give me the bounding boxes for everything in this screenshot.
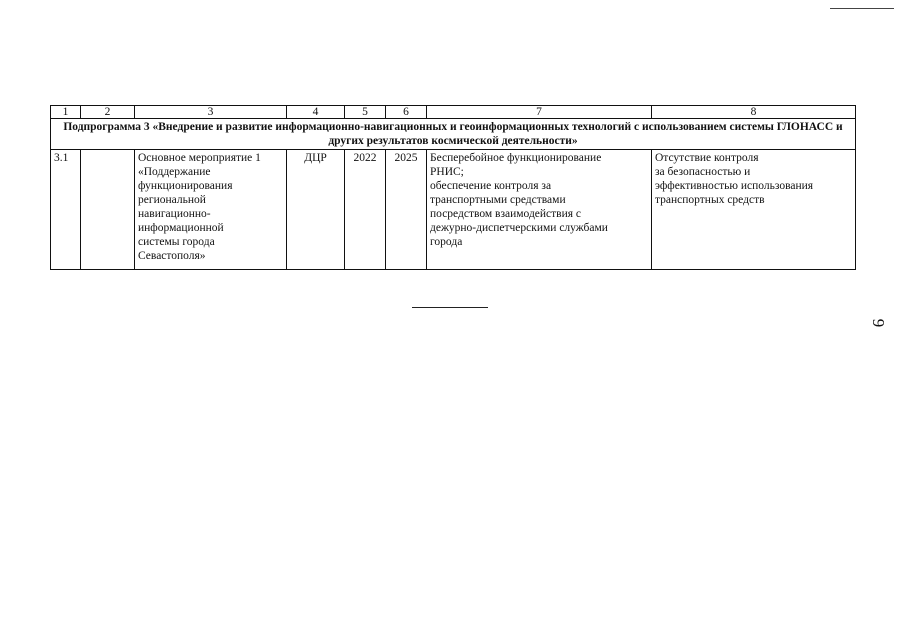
result-cell: Бесперебойное функционирование РНИС; обеспечение контроля за транспортными средствами посредством взаимодействия с дежурно-диспетчерскими службами города [427,150,652,270]
start-year-cell: 2022 [345,150,386,270]
column-number-header: 1 [51,106,81,119]
column-number-header: 5 [345,106,386,119]
measure-cell: Основное мероприятие 1 «Поддержание функционирования региональной навигационно- информационной системы города Севастополя» [135,150,287,270]
empty-cell [81,150,135,270]
row-number-cell: 3.1 [51,150,81,270]
column-number-header: 3 [135,106,287,119]
end-separator-line [412,307,488,308]
subprogram-row [51,119,856,150]
table-row [51,150,856,270]
column-number-header: 8 [652,106,856,119]
subprogram-title: Подпрограмма 3 «Внедрение и развитие информационно-навигационных и геоинформационных технологий с использованием системы ГЛОНАСС и других результатов космической деятельности» [51,119,856,150]
column-number-header: 6 [386,106,427,119]
column-number-header: 4 [287,106,345,119]
column-number-header: 2 [81,106,135,119]
measures-table [50,105,856,270]
column-number-header: 7 [427,106,652,119]
end-year-cell: 2025 [386,150,427,270]
executor-cell: ДЦР [287,150,345,270]
top-rule [830,8,894,9]
consequence-cell: Отсутствие контроля за безопасностью и эффективностью использования транспортных средств [652,150,856,270]
column-number-row [51,106,856,119]
page-number: 9 [869,318,888,328]
